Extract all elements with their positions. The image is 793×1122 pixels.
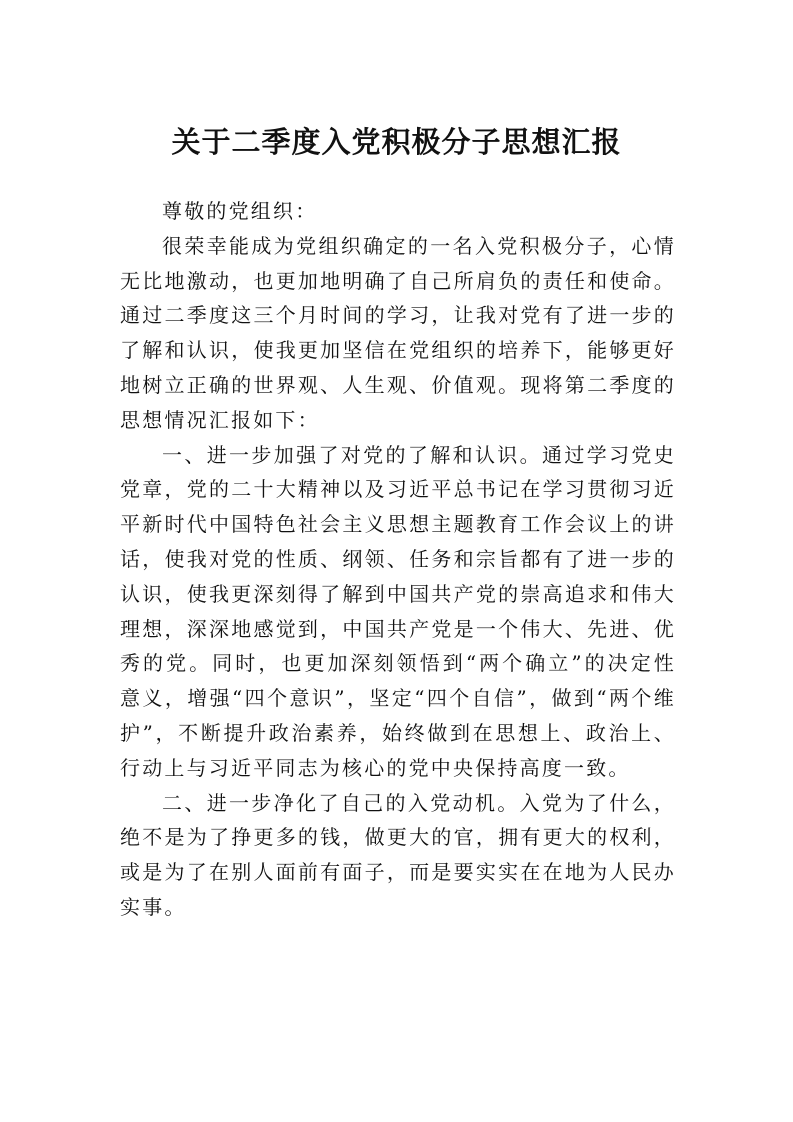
document-title: 关于二季度入党积极分子思想汇报 [171, 125, 622, 159]
document-body [120, 194, 676, 925]
paragraph-section-two: 二、进一步净化了自己的入党动机。入党为了什么，绝不是为了挣更多的钱，做更大的官，拥有更大的权利，或是为了在别人面前有面子，而是要实实在在地为人民办实事。 [120, 790, 676, 919]
salutation: 尊敬的党组织： [162, 199, 318, 223]
paragraph-intro: 很荣幸能成为党组织确定的一名入党积极分子，心情无比地激动，也更加地明确了自己所肩负的责任和使命。通过二季度这三个月时间的学习，让我对党有了进一步的了解和认识，使我更加坚信在党组织的培养下，能够更好地树立正确的世界观、人生观、价值观。现将第二季度的思想情况汇报如下： [120, 233, 676, 432]
paragraph-section-one: 一、进一步加强了对党的了解和认识。通过学习党史党章，党的二十大精神以及习近平总书记在学习贯彻习近平新时代中国特色社会主义思想主题教育工作会议上的讲话，使我对党的性质、纲领、任务和宗旨都有了进一步的认识，使我更深刻得了解到中国共产党的崇高追求和伟大理想，深深地感觉到，中国共产党是一个伟大、先进、优秀的党。同时，也更加深刻领悟到“两个确立”的决定性意义，增强“四个意识”，坚定“四个自信”，做到“两个维护”，不断提升政治素养，始终做到在思想上、政治上、行动上与习近平同志为核心的党中央保持高度一致。 [120, 442, 676, 780]
